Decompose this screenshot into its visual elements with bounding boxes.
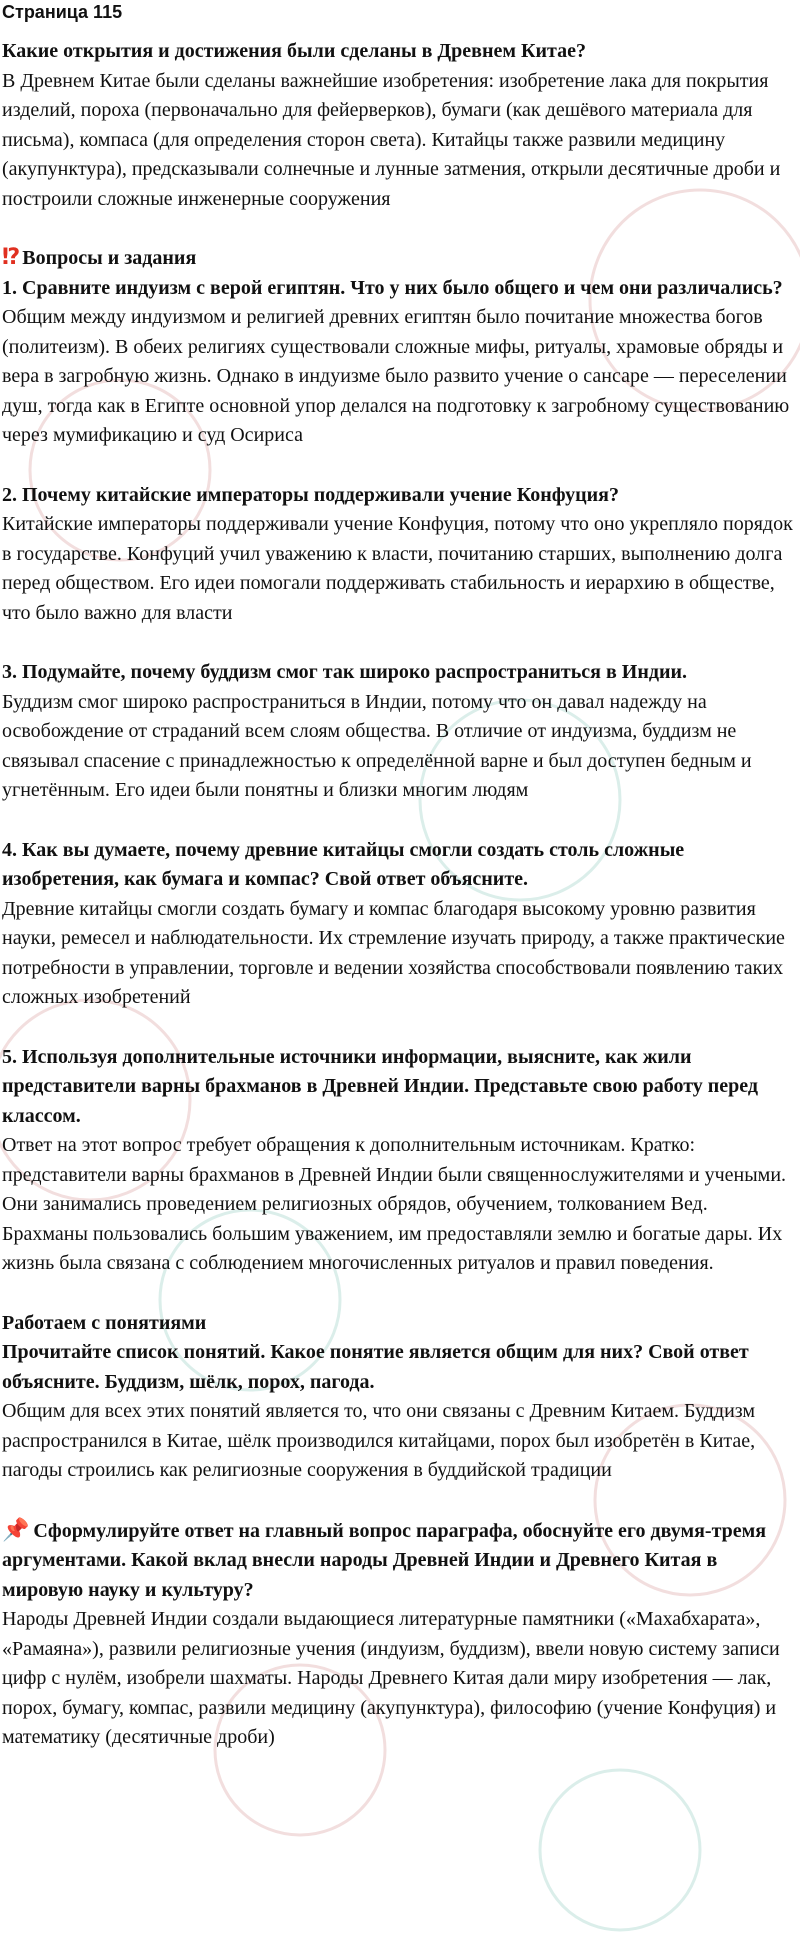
question-3: 3. Подумайте, почему буддизм смог так широко распространиться в Индии. <box>2 661 688 683</box>
exclamation-question-icon: ⁉ <box>2 245 19 270</box>
final-question: Сформулируйте ответ на главный вопрос параграфа, обоснуйте его двумя-тремя аргументами. Какой вклад внесли народы Древней Индии и Древнего Китая в мировую науку и культуру? <box>2 1519 767 1601</box>
qa-item-1 <box>2 274 798 451</box>
intro-block <box>2 37 798 214</box>
concepts-title: Работаем с понятиями <box>2 1311 207 1334</box>
tasks-section <box>2 243 798 1279</box>
concepts-answer: Общим для всех этих понятий является то, что они связаны с Древним Китаем. Буддизм распространился в Китае, шёлк производился китайцами, порох был изобретён в Китае, пагоды строились как религиозные сооружения в буддийской традиции <box>2 1400 756 1481</box>
qa-item-4 <box>2 836 798 1013</box>
answer-3: Буддизм смог широко распространиться в Индии, потому что он давал надежду на освобождение от страданий всем слоям общества. В отличие от индуизма, буддизм не связывал спасение с принадлежностью к определённой варне и был доступен бедным и угнетённым. Его идеи были понятны и близки многим людям <box>2 690 752 801</box>
question-4: 4. Как вы думаете, почему древние китайцы смогли создать столь сложные изобретения, как бумага и компас? Свой ответ объясните. <box>2 838 685 890</box>
answer-5: Ответ на этот вопрос требует обращения к дополнительным источникам. Кратко: представители варны брахманов в Древней Индии были священнослужителями и учеными. Они занимались проведением религиозных обрядов, обучением, толкованием Вед. Брахманы пользовались большим уважением, им предоставляли землю и богатые дары. Их жизнь была связана с соблюдением многочисленных ритуалов и правил поведения. <box>2 1134 787 1274</box>
concepts-question: Прочитайте список понятий. Какое понятие является общим для них? Свой ответ объясните. Буддизм, шёлк, порох, пагода. <box>2 1341 749 1393</box>
concepts-section <box>2 1309 798 1486</box>
question-1: 1. Сравните индуизм с верой египтян. Что у них было общего и чем они различались? <box>2 276 783 299</box>
intro-question: Какие открытия и достижения были сделаны в Древнем Китае? <box>2 40 586 62</box>
qa-item-5 <box>2 1043 798 1279</box>
answer-4: Древние китайцы смогли создать бумагу и компас благодаря высокому уровню развития науки, ремесел и наблюдательности. Их стремление изучать природу, а также практические потребности в управлении, торговле и ведении хозяйства способствовали появлению таких сложных изобретений <box>2 897 785 1008</box>
page-header: Страница 115 <box>2 2 123 22</box>
intro-answer: В Древнем Китае были сделаны важнейшие изобретения: изобретение лака для покрытия изделий, пороха (первоначально для фейерверков), бумаги (как дешёвого материала для письма), компаса (для определения сторон света). Китайцы также развили медицину (акупунктура), предсказывали солнечные и лунные затмения, открыли десятичные дроби и построили сложные инженерные сооружения <box>2 69 781 210</box>
qa-item-3 <box>2 658 798 806</box>
final-answer: Народы Древней Индии создали выдающиеся литературные памятники («Махабхарата», «Рамаяна»), развили религиозные учения (индуизм, буддизм), ввели новую систему записи цифр с нулём, изобрели шахматы. Народы Древнего Китая дали миру изобретения — лак, порох, бумагу, компас, развили медицину (акупунктура), философию (учение Конфуция) и математику (десятичные дроби) <box>2 1608 780 1748</box>
question-5: 5. Используя дополнительные источники информации, выясните, как жили представители варны брахманов в Древней Индии. Представьте свою работу перед классом. <box>2 1045 759 1127</box>
tasks-heading <box>2 243 798 274</box>
pushpin-icon: 📌 <box>2 1517 30 1543</box>
answer-2: Китайские императоры поддерживали учение Конфуция, потому что оно укрепляло порядок в государстве. Конфуций учил уважению к власти, почитанию старших, выполнению долга перед обществом. Его идеи помогали поддерживать стабильность и иерархию в обществе, что было важно для власти <box>2 513 793 624</box>
qa-item-2 <box>2 481 798 629</box>
tasks-title: Вопросы и задания <box>22 247 197 269</box>
final-question-block <box>2 1516 798 1606</box>
final-section <box>2 1516 798 1753</box>
question-2: 2. Почему китайские императоры поддерживали учение Конфуция? <box>2 483 619 506</box>
answer-1: Общим между индуизмом и религией древних египтян было почитание множества богов (политеизм). В обеих религиях существовали сложные мифы, ритуалы, храмовые обряды и вера в загробную жизнь. Однако в индуизме было развито учение о сансаре — переселении душ, тогда как в Египте основной упор делался на подготовку к загробному существованию через мумификацию и суд Осириса <box>2 306 790 446</box>
